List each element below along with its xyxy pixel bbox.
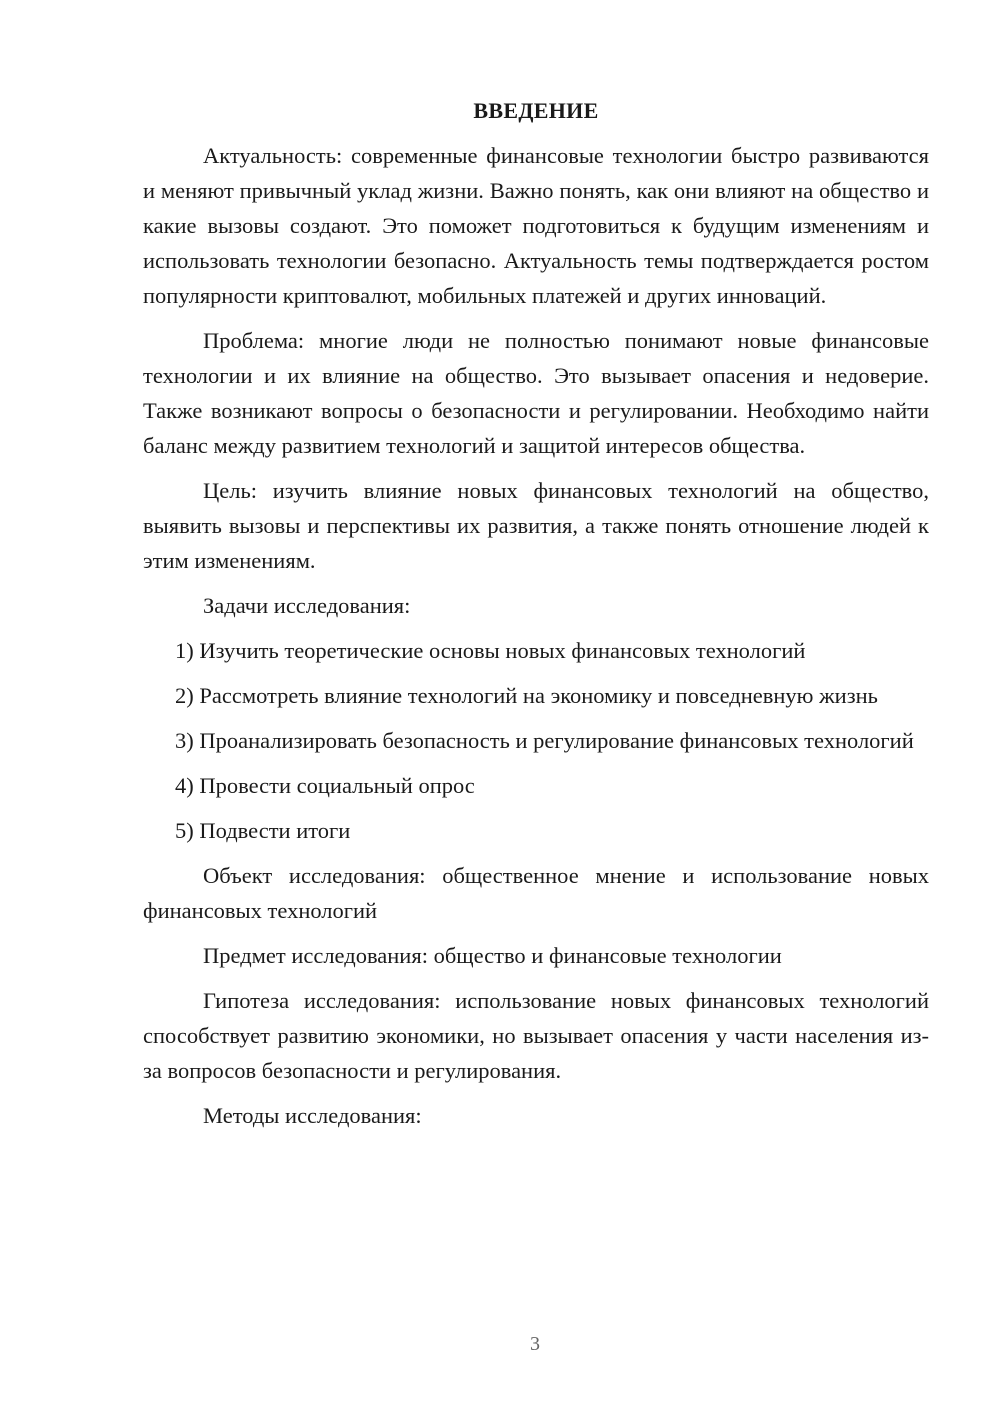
relevance-paragraph: Актуальность: современные финансовые технологии быстро развиваются и меняют привычный уклад жизни. Важно понять, как они влияют на общество и какие вызовы создают. Это поможет подготовиться к будущим изменениям и использовать технологии безопасно. Актуальность темы подтверждается ростом популярности криптовалют, мобильных платежей и других инноваций.	[143, 143, 929, 308]
goal-paragraph: Цель: изучить влияние новых финансовых технологий на общество, выявить вызовы и перспективы их развития, а также понять отношение людей к этим изменениям.	[143, 478, 929, 573]
task-item: 1) Изучить теоретические основы новых финансовых технологий	[175, 638, 806, 663]
document-body	[143, 94, 929, 1143]
problem-paragraph: Проблема: многие люди не полностью понимают новые финансовые технологии и их влияние на общество. Это вызывает опасения и недоверие. Также возникают вопросы о безопасности и регулировании. Необходимо найти баланс между развитием технологий и защитой интересов общества.	[143, 328, 929, 458]
methods-heading: Методы исследования:	[203, 1103, 422, 1128]
task-item: 3) Проанализировать безопасность и регулирование финансовых технологий	[175, 728, 914, 753]
task-item: 4) Провести социальный опрос	[175, 773, 475, 798]
page-number: 3	[530, 1333, 540, 1355]
hypothesis-paragraph: Гипотеза исследования: использование новых финансовых технологий способствует развитию экономики, но вызывает опасения у части населения из-за вопросов безопасности и регулирования.	[143, 988, 929, 1083]
tasks-heading: Задачи исследования:	[203, 593, 411, 618]
object-paragraph: Объект исследования: общественное мнение и использование новых финансовых технологий	[143, 863, 929, 923]
task-item: 2) Рассмотреть влияние технологий на экономику и повседневную жизнь	[175, 683, 878, 708]
section-title: ВВЕДЕНИЕ	[473, 98, 599, 123]
subject-paragraph: Предмет исследования: общество и финансовые технологии	[203, 943, 782, 968]
task-item: 5) Подвести итоги	[175, 818, 351, 843]
